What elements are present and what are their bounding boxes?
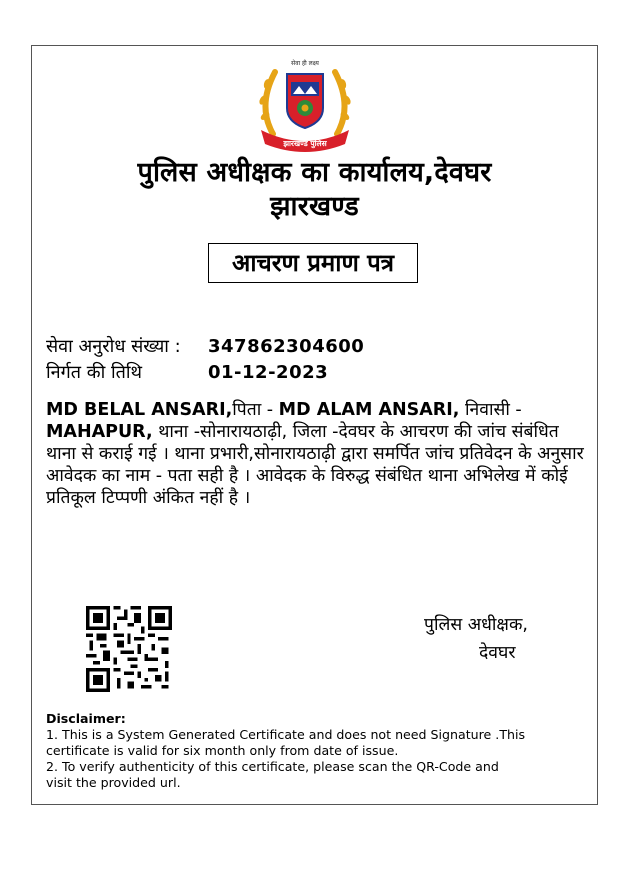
issue-date-label: निर्गत की तिथि	[46, 362, 143, 383]
disclaimer-line-2: certificate is valid for six month only from date of issue.	[46, 743, 399, 758]
disclaimer-line-3: 2. To verify authenticity of this certificate, please scan the QR-Code and	[46, 759, 499, 774]
village-name: MAHAPUR,	[46, 422, 153, 442]
qr-code-icon[interactable]	[86, 606, 172, 692]
emblem-motto: सेवा ही लक्ष्य	[291, 60, 319, 67]
signatory-title: पुलिस अधीक्षक,	[424, 615, 528, 635]
certificate-body	[46, 399, 594, 509]
issue-date-row	[46, 360, 328, 384]
disclaimer-line-1: 1. This is a System Generated Certificate and does not need Signature .This	[46, 727, 526, 742]
resident-label: निवासी -	[459, 400, 522, 420]
father-label: पिता -	[232, 400, 279, 420]
office-name: पुलिस अधीक्षक का कार्यालय,देवघर	[137, 157, 492, 188]
certificate-title: आचरण प्रमाण पत्र	[208, 243, 418, 283]
request-number-row	[46, 334, 364, 358]
disclaimer-heading: Disclaimer:	[46, 711, 126, 726]
applicant-name: MD BELAL ANSARI,	[46, 400, 233, 420]
request-number-value: 347862304600	[208, 336, 365, 357]
father-name: MD ALAM ANSARI,	[278, 400, 460, 420]
request-number-label: सेवा अनुरोध संख्या :	[46, 336, 181, 357]
issue-date-value: 01-12-2023	[208, 362, 329, 383]
certificate-statement: थाना -सोनारायठाढ़ी, जिला -देवघर के आचरण की जांच संबंधित थाना से कराई गई । थाना प्रभारी,सोनारायठाढ़ी द्वारा समर्पित जांच प्रतिवेदन के अनुसार आवेदक का नाम - पता सही है । आवेदक के विरुद्ध संबंधित थाना अभिलेख में कोई प्रतिकूल टिप्पणी अंकित नहीं है ।	[46, 422, 584, 508]
emblem-ribbon-text: झारखण्ड पुलिस	[283, 139, 327, 148]
disclaimer	[46, 711, 591, 791]
disclaimer-line-4: visit the provided url.	[46, 775, 181, 790]
signatory-location: देवघर	[479, 643, 516, 663]
office-state: झारखण्ड	[270, 191, 359, 222]
